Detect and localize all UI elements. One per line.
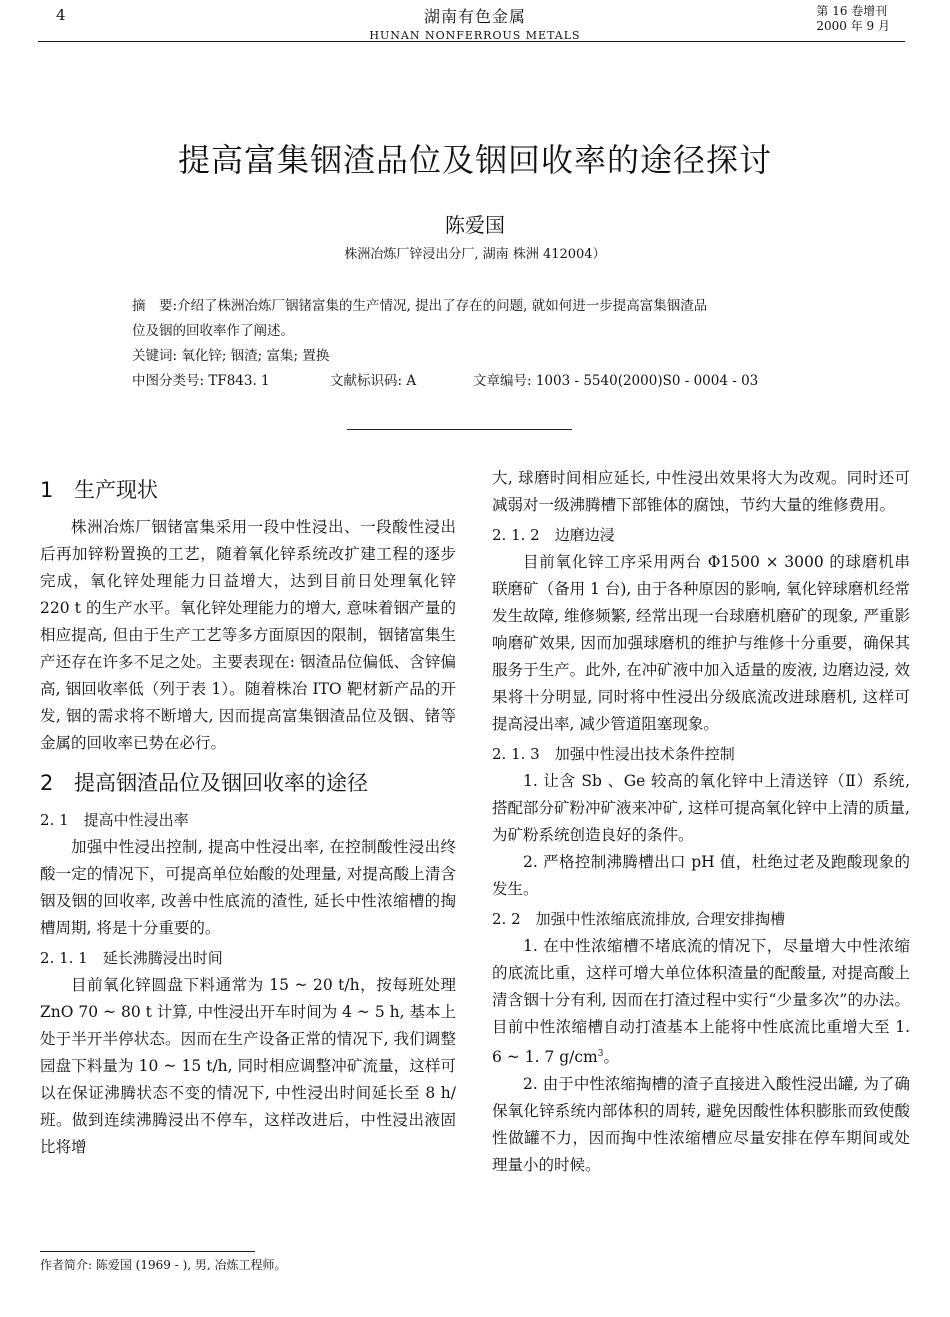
journal-header xyxy=(0,4,950,42)
section-2-heading xyxy=(40,767,456,799)
abstract-block xyxy=(132,294,822,394)
section-1-heading xyxy=(40,474,456,506)
journal-name-cn: 湖南有色金属 xyxy=(423,7,526,26)
left-column xyxy=(40,474,456,1161)
subsection-2-2-heading: 2. 2 加强中性浓缩底流排放, 合理安排掏槽 xyxy=(492,910,786,928)
classification-row xyxy=(132,369,822,394)
item-1-text: 1. 在中性浓缩槽不堵底流的情况下，尽量增大中性浓缩的底流比重，这样可增大单位体积渣量的配酸量, 对提高酸上清含铟十分有利, 因而在打渣过程中实行“少量多次”的办法。目前中性浓缩槽自动打渣基本上能将中性底流比重增大至 1. 6 ~ 1. 7 g/ xyxy=(492,937,910,1067)
issue-info xyxy=(816,4,890,34)
subsection-2-1-1-heading: 2. 1. 1 延长沸腾浸出时间 xyxy=(40,949,223,967)
subsection-2-1-paragraph: 加强中性浸出控制, 提高中性浸出率, 在控制酸性浸出终酸一定的情况下，可提高单位始酸的处理量, 对提高酸上清含铟及铟的回收率, 改善中性底流的渣性, 延长中性浓缩槽的掏槽周期, 将是十分重要的。 xyxy=(40,838,456,937)
volume: 第 16 卷增刊 xyxy=(816,4,888,18)
item-1-end: 。 xyxy=(603,1048,619,1067)
subsection-2-2-item-1 xyxy=(492,933,910,1071)
section-1-title: 生产现状 xyxy=(74,478,158,502)
section-2-title: 提高铟渣品位及铟回收率的途径 xyxy=(74,771,368,795)
footnote-rule xyxy=(40,1251,255,1252)
subsection-2-1-1-continued: 大, 球磨时间相应延长, 中性浸出效果将大为改观。同时还可减弱对一级沸腾槽下部锥体的腐蚀，节约大量的维修费用。 xyxy=(492,469,910,514)
subsection-2-1-2-paragraph: 目前氧化锌工序采用两台 Φ1500 × 3000 的球磨机串联磨矿（备用 1 台), 由于各种原因的影响, 氧化锌球磨机经常发生故障, 维修频繁, 经常出现一台球磨机磨矿的现象, 严重影响磨矿效果, 因而加强球磨机的维护与维修十分重要，确保其服务于生产。此外, 在冲矿液中加入适量的废液, 边磨边浸, 效果将十分明显, 同时将中性浸出分级底流改进球磨机, 这样可提高浸出率, 减少管道阻塞现象。 xyxy=(492,553,910,733)
abstract-line-2: 位及铟的回收率作了阐述。 xyxy=(132,323,294,339)
clc-number: 中图分类号: TF843. 1 xyxy=(132,373,270,389)
abstract-label: 摘 要: xyxy=(132,298,178,314)
author-footnote: 作者简介: 陈爱国 (1969 - ), 男, 冶炼工程师。 xyxy=(40,1258,287,1272)
abstract-line-1 xyxy=(132,294,822,319)
subsection-2-1-1-paragraph: 目前氧化锌圆盘下料通常为 15 ~ 20 t/h，按每班处理 ZnO 70 ~ 80 t 计算, 中性浸出开车时间为 4 ~ 5 h, 基本上处于半开半停状态。因而在生产设备正常的情况下, 我们调整园盘下料量为 10 ~ 15 t/h, 同时相应调整冲矿流量，这样可以在保证沸腾状态不变的情况下, 中性浸出时间延长至 8 h/班。做到连续沸腾浸出不停车，这样改进后，中性浸出液固比将增 xyxy=(40,976,456,1156)
abstract-text-1: 介绍了株洲冶炼厂铟锗富集的生产情况, 提出了存在的问题, 就如何进一步提高富集铟渣品 xyxy=(177,298,708,314)
affiliation: 株洲冶炼厂锌浸出分厂, 湖南 株洲 412004） xyxy=(344,247,606,262)
subsection-2-1-3-item-2: 2. 严格控制沸腾槽出口 pH 值，杜绝过老及跑酸现象的发生。 xyxy=(492,853,910,898)
subsection-2-1-2-heading: 2. 1. 2 边磨边浸 xyxy=(492,526,615,544)
author: 陈爱国 xyxy=(445,213,505,237)
subsection-2-1-3-item-1: 1. 让含 Sb 、Ge 较高的氧化锌中上清送锌（Ⅱ）系统, 搭配部分矿粉冲矿液来冲矿, 这样可提高氧化锌中上清的质量, 为矿粉系统创造良好的条件。 xyxy=(492,772,910,844)
section-1-number: 1 xyxy=(40,478,54,502)
right-column xyxy=(492,465,910,1179)
subsection-2-2-item-2: 2. 由于中性浓缩掏槽的渣子直接进入酸性浸出罐, 为了确保氧化锌系统内部体积的周转, 避免因酸性体积膨胀而致使酸性做罐不力，因而掏中性浓缩槽应尽量安排在停车期间或处理量小的时候。 xyxy=(492,1075,910,1175)
journal-name-en: HUNAN NONFERROUS METALS xyxy=(369,29,581,42)
subsection-2-1-3-heading: 2. 1. 3 加强中性浸出技术条件控制 xyxy=(492,745,735,763)
section-2-number: 2 xyxy=(40,771,54,795)
section-1-paragraph: 株洲冶炼厂铟锗富集采用一段中性浸出、一段酸性浸出后再加锌粉置换的工艺，随着氧化锌系统改扩建工程的逐步完成，氧化锌处理能力日益增大，达到目前日处理氧化锌 220 t 的生产水平。氧化锌处理能力的增大, 意味着铟产量的相应提高, 但由于生产工艺等多方面原因的限制，铟锗富集生产还存在许多不足之处。主要表现在: 铟渣品位偏低、含锌偏高, 铟回收率低（列于表 1）。随着株冶 ITO 靶材新产品的开发, 铟的需求将不断增大, 因而提高富集铟渣品位及铟、锗等金属的回收率已势在必行。 xyxy=(40,518,456,752)
header-rule xyxy=(38,41,905,42)
keywords: 关键词: 氧化锌; 铟渣; 富集; 置换 xyxy=(132,348,330,364)
article-title: 提高富集铟渣品位及铟回收率的途径探讨 xyxy=(177,141,772,179)
item-1-unit: cm xyxy=(574,1048,598,1067)
item-1-unit-exponent: 3 xyxy=(597,1049,604,1059)
page-number: 4 xyxy=(56,6,66,24)
subsection-2-1-heading: 2. 1 提高中性浸出率 xyxy=(40,811,189,829)
article-number: 文章编号: 1003 - 5540(2000)S0 - 0004 - 03 xyxy=(473,373,759,389)
document-code: 文献标识码: A xyxy=(330,373,417,389)
date: 2000 年 9 月 xyxy=(816,19,890,33)
abstract-divider xyxy=(347,429,572,430)
